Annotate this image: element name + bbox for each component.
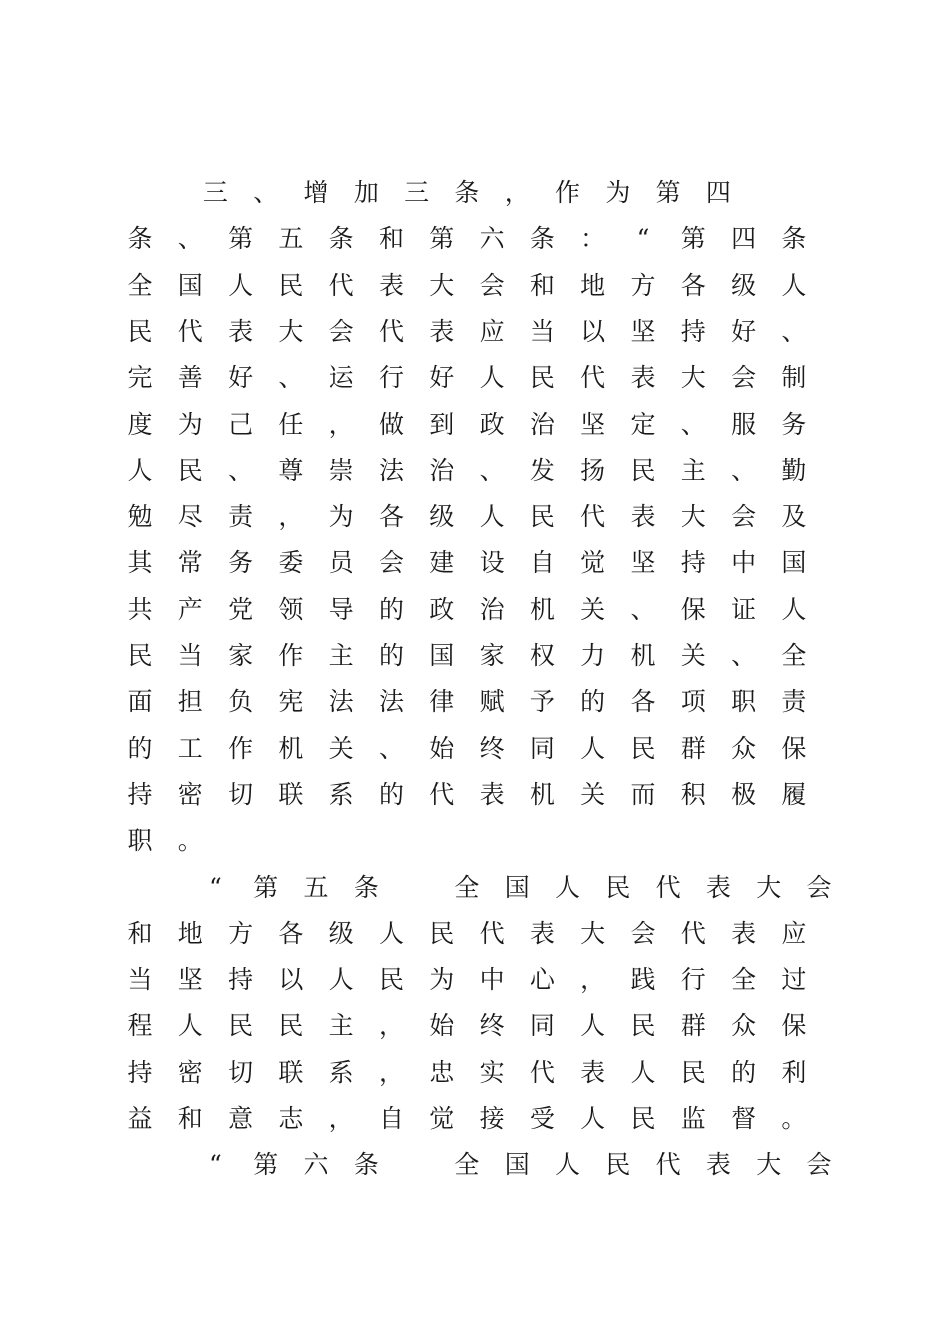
text-line: 的 工 作 机 关 、 始 终 同 人 民 群 众 保 [127, 733, 807, 763]
text-line: 当 坚 持 以 人 民 为 中 心 ， 践 行 全 过 [127, 965, 807, 995]
text-line: 和 地 方 各 级 人 民 代 表 大 会 代 表 应 [127, 918, 807, 948]
text-line: “ 第 六 条 全 国 人 民 代 表 大 会 [209, 1150, 832, 1180]
text-line: 民 当 家 作 主 的 国 家 权 力 机 关 、 全 [127, 641, 807, 670]
text-line: 条 、 第 五 条 和 第 六 条 ： “ 第 四 条 [127, 224, 807, 254]
text-line: 人 民 、 尊 崇 法 治 、 发 扬 民 主 、 勤 [127, 455, 807, 485]
text-line: 持 密 切 联 系 ， 忠 实 代 表 人 民 的 利 [127, 1057, 807, 1087]
text-line: “ 第 五 条 全 国 人 民 代 表 大 会 [209, 872, 832, 902]
text-line: 程 人 民 民 主 ， 始 终 同 人 民 群 众 保 [127, 1011, 807, 1041]
text-line: 其 常 务 委 员 会 建 设 自 觉 坚 持 中 国 [127, 548, 807, 578]
text-line: 民 代 表 大 会 代 表 应 当 以 坚 持 好 、 [127, 316, 807, 346]
text-line: 职 。 [127, 826, 203, 856]
text-line: 勉 尽 责 ， 为 各 级 人 民 代 表 大 会 及 [127, 502, 807, 532]
text-line: 持 密 切 联 系 的 代 表 机 关 而 积 极 履 [127, 779, 807, 809]
text-line: 三 、 增 加 三 条 ， 作 为 第 四 [202, 178, 731, 207]
text-line: 全 国 人 民 代 表 大 会 和 地 方 各 级 人 [127, 270, 807, 300]
text-line: 完 善 好 、 运 行 好 人 民 代 表 大 会 制 [127, 363, 807, 393]
text-line: 度 为 己 任 ， 做 到 政 治 坚 定 、 服 务 [127, 409, 807, 439]
text-line: 益 和 意 志 ， 自 觉 接 受 人 民 监 督 。 [127, 1104, 807, 1133]
text-line: 面 担 负 宪 法 法 律 赋 予 的 各 项 职 责 [127, 687, 807, 717]
text-line: 共 产 党 领 导 的 政 治 机 关 、 保 证 人 [127, 594, 807, 624]
